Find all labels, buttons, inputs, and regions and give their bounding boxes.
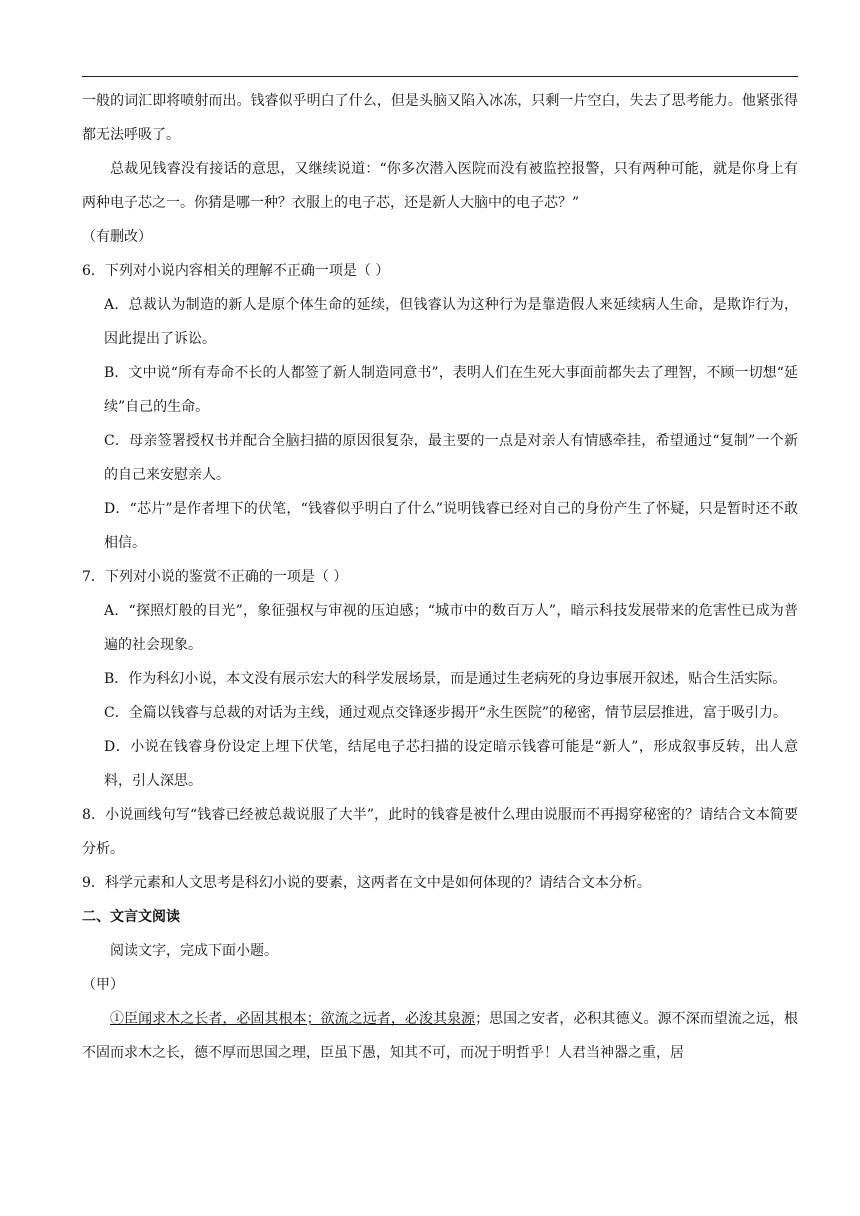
question-option-d: D．“芯片”是作者埋下的伏笔，“钱睿似乎明白了什么”说明钱睿已经对自己的身份产生了怀疑，只是暂时还不敢相信。 xyxy=(104,501,798,551)
question-option-c: C．母亲签署授权书并配合全脑扫描的原因很复杂，最主要的一点是对亲人有情感牵挂，希望通过“复制”一个新的自己来安慰亲人。 xyxy=(104,433,798,483)
question-stem: 7．下列对小说的鉴赏不正确的一项是（ ） xyxy=(82,569,348,585)
question-stem: 8．小说画线句写“钱睿已经被总裁说服了大半”，此时的钱睿是被什么理由说服而不再揭穿秘密的？请结合文本简要分析。 xyxy=(82,807,798,857)
question-option-b: B．作为科幻小说，本文没有展示宏大的科学发展场景，而是通过生老病死的身边事展开叙述，贴合生活实际。 xyxy=(104,671,787,687)
section-heading: 二、文言文阅读 xyxy=(82,909,180,925)
classical-passage xyxy=(82,1002,798,1070)
excerpt-paragraph-2: 总裁见钱睿没有接话的意思，又继续说道：“你多次潜入医院而没有被监控报警，只有两种可能，就是你身上有两种电子芯之一。你猜是哪一种？衣服上的电子芯，还是新人大脑中的电子芯？” xyxy=(82,161,798,211)
question-6 xyxy=(82,254,798,560)
passage-subtitle: （甲） xyxy=(82,977,124,993)
question-8 xyxy=(82,798,798,866)
excerpt-paragraph-1: 一般的词汇即将喷射而出。钱睿似乎明白了什么，但是头脑又陷入冰冻，只剩一片空白，失去了思考能力。他紧张得都无法呼吸了。 xyxy=(82,93,798,143)
question-option-b: B．文中说“所有寿命不长的人都签了新人制造同意书”，表明人们在生死大事面前都失去了理智，不顾一切想“延续”自己的生命。 xyxy=(104,365,798,415)
question-7 xyxy=(82,560,798,798)
section-instruction: 阅读文字，完成下面小题。 xyxy=(110,943,278,959)
underlined-sentence: ①臣闻求木之长者，必固其根本；欲流之远者，必浚其泉源 xyxy=(110,1011,476,1027)
question-option-a: A．总裁认为制造的新人是原个体生命的延续，但钱睿认为这种行为是靠造假人来延续病人生命，是欺诈行为，因此提出了诉讼。 xyxy=(104,297,798,347)
question-option-c: C．全篇以钱睿与总裁的对话为主线，通过观点交锋逐步揭开“永生医院”的秘密，情节层层推进，富于吸引力。 xyxy=(104,705,788,721)
question-option-a: A．“探照灯般的目光”，象征强权与审视的压迫感；“城市中的数百万人”，暗示科技发展带来的危害性已成为普遍的社会现象。 xyxy=(104,603,798,653)
question-option-d: D．小说在钱睿身份设定上埋下伏笔，结尾电子芯扫描的设定暗示钱睿可能是“新人”，形成叙事反转，出人意料，引人深思。 xyxy=(104,739,798,789)
excerpt-source-note: （有删改） xyxy=(82,229,152,245)
page-content xyxy=(82,84,798,1070)
question-stem: 9．科学元素和人文思考是科幻小说的要素，这两者在文中是如何体现的？请结合文本分析。 xyxy=(82,875,651,891)
question-9 xyxy=(82,866,798,900)
header-rule xyxy=(82,76,798,77)
passage-continuation: ；思国之安者，必积其德义。源不深而望流之远，根不固而求木之长，德不厚而思国之理，臣虽下愚，知其不可，而况于明哲乎！人君当神器之重，居 xyxy=(82,1011,799,1061)
question-stem: 6．下列对小说内容相关的理解不正确一项是（ ） xyxy=(82,263,390,279)
